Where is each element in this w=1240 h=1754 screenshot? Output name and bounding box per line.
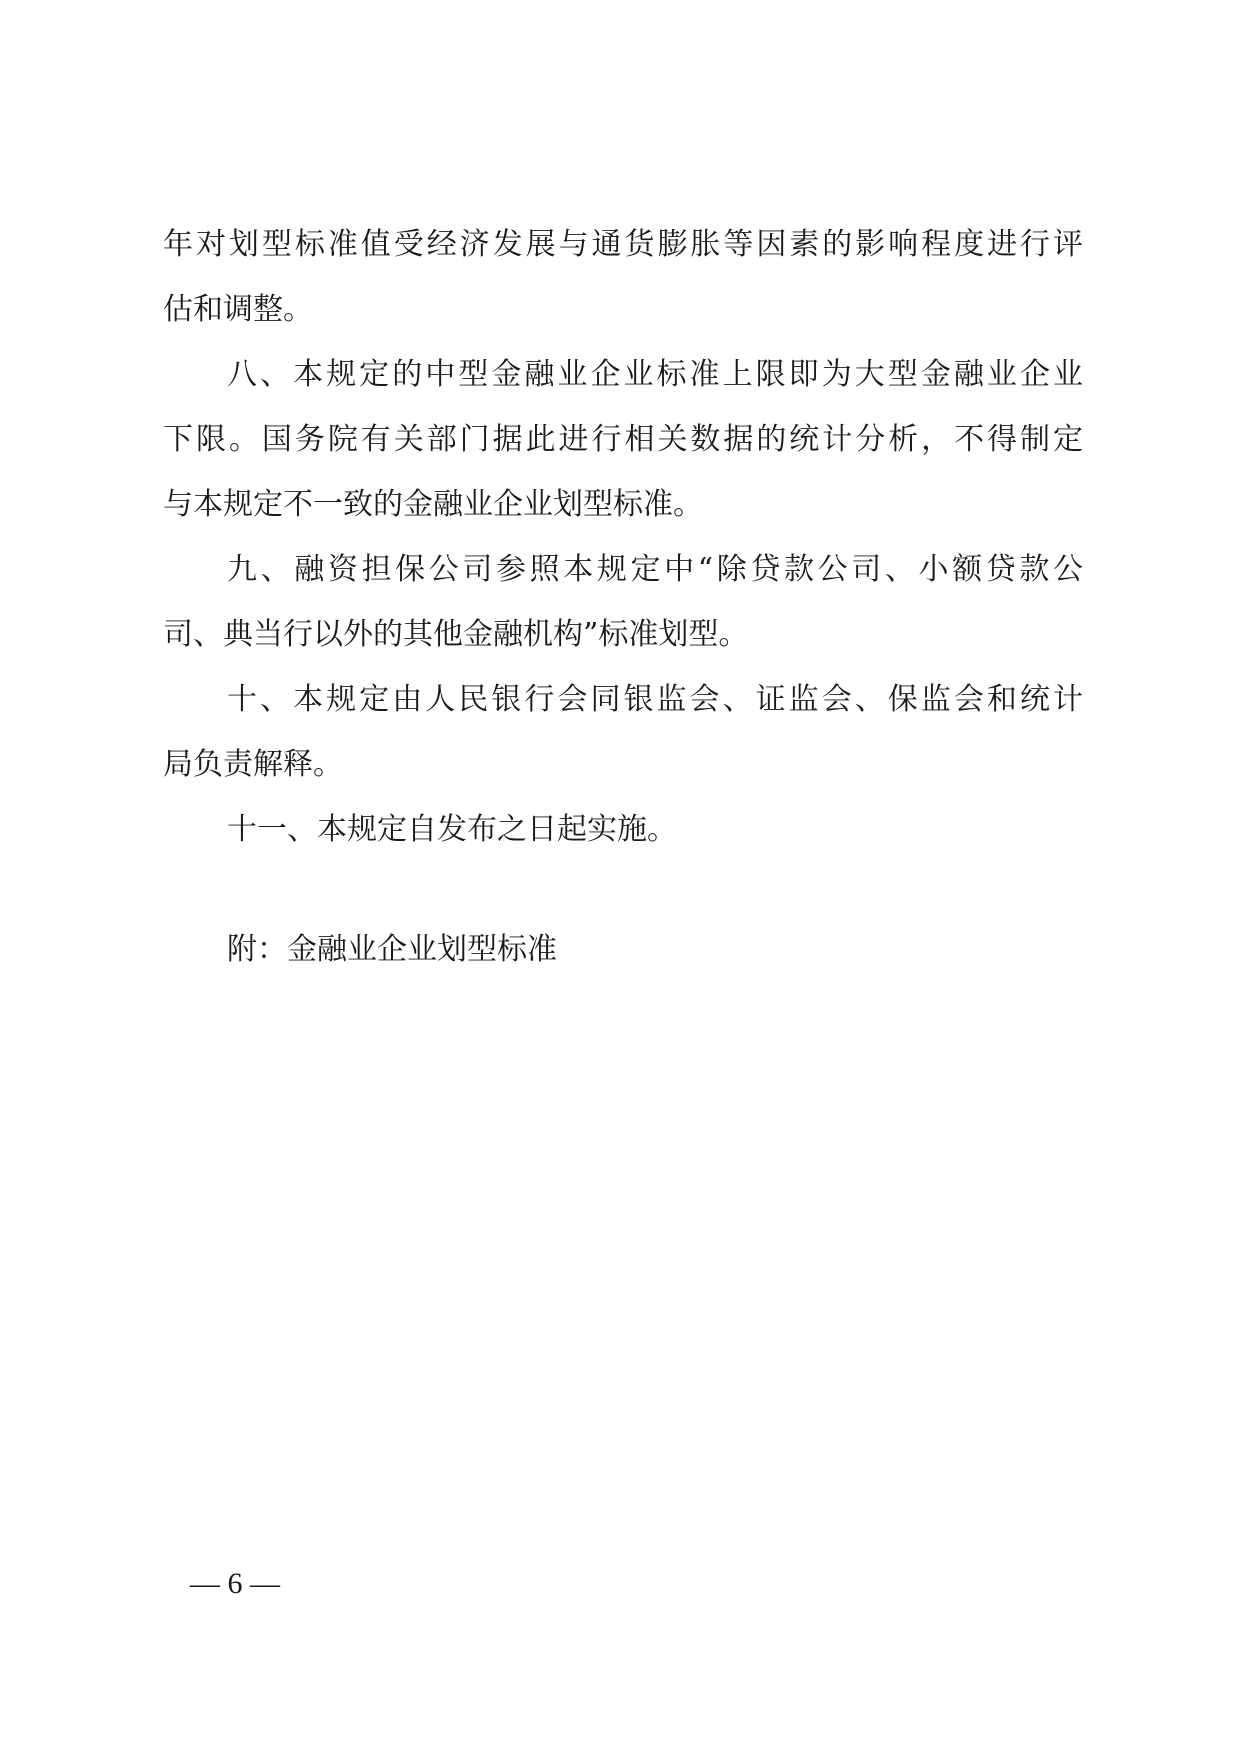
paragraph-line: 与本规定不一致的金融业企业划型标准。 bbox=[163, 487, 703, 522]
paragraph-line: 九、融资担保公司参照本规定中“除贷款公司、小额贷款公 bbox=[227, 552, 1083, 587]
paragraph-line: 下限。国务院有关部门据此进行相关数据的统计分析，不得制定 bbox=[163, 422, 1083, 457]
paragraph-line: 八、本规定的中型金融业企业标准上限即为大型金融业企业 bbox=[227, 357, 1083, 392]
page-number: — 6 — bbox=[190, 1567, 280, 1600]
paragraph-line: 司、典当行以外的其他金融机构”标准划型。 bbox=[163, 617, 749, 652]
paragraph-line: 局负责解释。 bbox=[163, 747, 343, 782]
paragraph-line: 年对划型标准值受经济发展与通货膨胀等因素的影响程度进行评 bbox=[163, 227, 1083, 262]
attachment-note: 附：金融业企业划型标准 bbox=[227, 932, 557, 967]
paragraph-line: 十一、本规定自发布之日起实施。 bbox=[227, 812, 677, 847]
paragraph-line: 十、本规定由人民银行会同银监会、证监会、保监会和统计 bbox=[227, 682, 1083, 717]
paragraph-line: 估和调整。 bbox=[163, 292, 313, 327]
